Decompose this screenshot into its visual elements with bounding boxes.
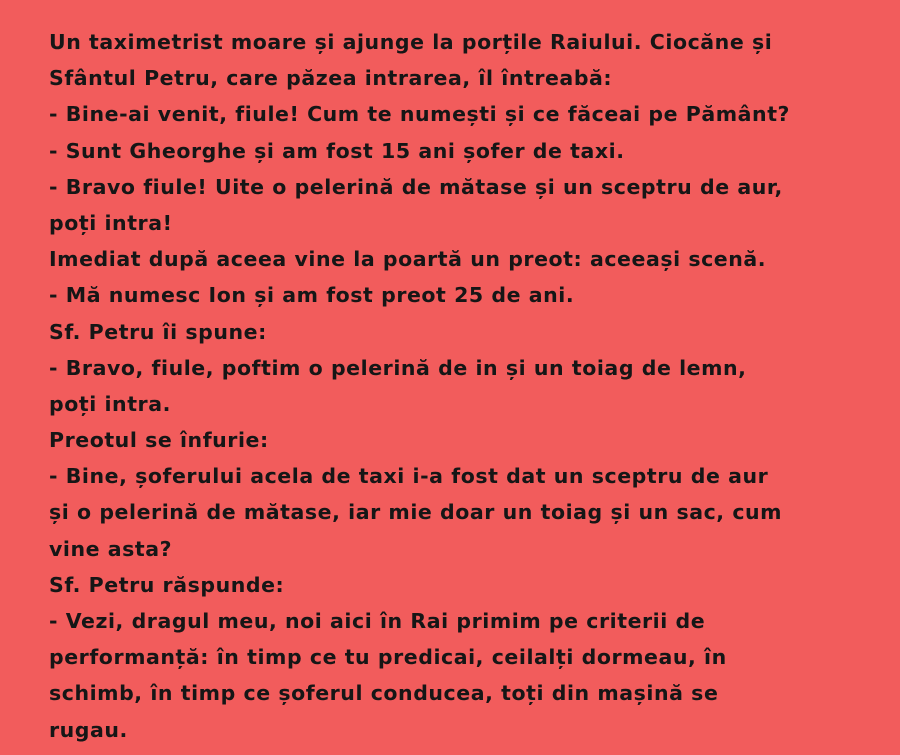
text-line: Sf. Petru îi spune:	[49, 319, 267, 344]
text-line: - Bravo fiule! Uite o pelerină de mătase și un sceptru de aur,	[49, 174, 783, 199]
text-line: - Sunt Gheorghe și am fost 15 ani șofer de taxi.	[49, 138, 625, 163]
text-line: - Bine-ai venit, fiule! Cum te numești și ce făceai pe Pământ?	[49, 102, 790, 127]
text-line: - Bine, șoferului acela de taxi i-a fost dat un sceptru de aur	[49, 464, 769, 489]
text-line: și o pelerină de mătase, iar mie doar un toiag și un sac, cum	[49, 500, 783, 525]
text-line: performanță: în timp ce tu predicai, ceilalți dormeau, în	[49, 645, 727, 670]
text-line: vine asta?	[49, 536, 173, 561]
text-line: Sfântul Petru, care păzea intrarea, îl întreabă:	[49, 66, 613, 91]
text-line: - Mă numesc Ion și am fost preot 25 de ani.	[49, 283, 575, 308]
text-line: Preotul se înfurie:	[49, 428, 269, 453]
text-line: poți intra.	[49, 391, 171, 416]
text-line: - Vezi, dragul meu, noi aici în Rai primim pe criterii de	[49, 609, 706, 633]
text-line: rugau.	[49, 717, 128, 742]
joke-text	[49, 24, 879, 748]
text-line: - Bravo, fiule, poftim o pelerină de in și un toiag de lemn,	[49, 355, 747, 380]
text-line: Sf. Petru răspunde:	[49, 572, 285, 597]
text-line: Imediat după aceea vine la poartă un preot: aceeași scenă.	[49, 247, 767, 272]
text-line: schimb, în timp ce șoferul conducea, toți din mașină se	[49, 681, 719, 706]
text-line: poți intra!	[49, 210, 173, 235]
text-line: Un taximetrist moare și ajunge la porțile Raiului. Ciocăne și	[49, 30, 773, 54]
